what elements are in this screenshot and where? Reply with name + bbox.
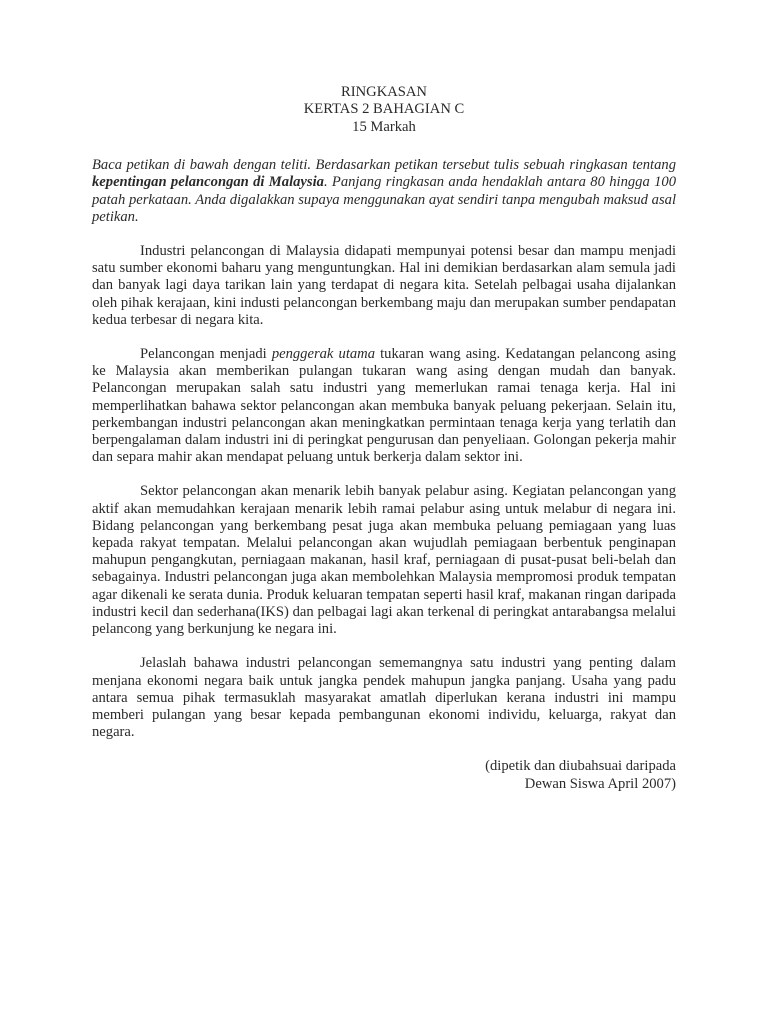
heading-title: RINGKASAN — [341, 84, 427, 100]
passage-paragraph-2 — [92, 346, 676, 466]
instructions-topic: kepentingan pelancongan di Malaysia — [92, 174, 324, 191]
paragraph-2-italic-term: penggerak utama — [271, 346, 376, 363]
document-page — [92, 84, 676, 793]
instructions-text-part1: Baca petikan di bawah dengan teliti. Berdasarkan petikan tersebut tulis sebuah ringkasan tentang — [92, 157, 676, 174]
passage-paragraph-3: Sektor pelancongan akan menarik lebih banyak pelabur asing. Kegiatan pelancongan yang aktif akan memudahkan kerajaan menarik lebih ramai pelabur asing untuk melabur di negara ini. Bidang pelancongan yang berkembang pesat juga akan membuka peluang pemiagaan yang luas kepada rakyat tempatan. Melalui pelancongan akan wujudlah pemiagaan berbentuk penginapan mahupun pengangkutan, perniagaan makanan, hasil kraf, perniagaan di pusat-pusat beli-belah dan sebagainya. Industri pelancongan juga akan membolehkan Malaysia mempromosi produk tempatan agar dikenali ke serata dunia. Produk keluaran tempatan seperti hasil kraf, makanan ringan daripada industri kecil dan sederhana(IKS) dan pelbagai lagi akan terkenal di peringkat antarabangsa melalui pelancong yang berkunjung ke negara ini. — [92, 483, 676, 638]
heading-marks: 15 Markah — [352, 118, 416, 135]
document-heading — [92, 84, 676, 136]
instructions-text-part2: . Panjang ringkasan anda hendaklah antara 80 hingga 100 patah perkataan. Anda digalakkan supaya menggunakan ayat sendiri tanpa mengubah maksud asal petikan. — [92, 174, 677, 225]
source-line-1: (dipetik dan diubahsuai daripada — [485, 758, 676, 775]
passage-paragraph-1: Industri pelancongan di Malaysia didapati mempunyai potensi besar dan mampu menjadi satu sumber ekonomi baharu yang menguntungkan. Hal ini demikian berdasarkan alam semula jadi dan banyak lagi daya tarikan lain yang terdapat di negara kita. Setelah pelbagai usaha dijalankan oleh pihak kerajaan, kini industi pelancongan berkembang maju dan merupakan sumber pendapatan kedua terbesar di negara kita. — [92, 243, 676, 328]
paragraph-2-start: Pelancongan menjadi — [140, 346, 272, 363]
heading-paper: KERTAS 2 BAHAGIAN C — [303, 101, 465, 118]
passage-paragraph-4: Jelaslah bahawa industri pelancongan sememangnya satu industri yang penting dalam menjana ekonomi negara baik untuk jangka pendek mahupun jangka panjang. Usaha yang padu antara semua pihak termasuklah masyarakat amatlah diperlukan kerana industri ini mampu memberi pulangan yang besar kepada pembangunan ekonomi individu, keluarga, rakyat dan negara. — [92, 655, 676, 741]
instructions-paragraph — [92, 157, 676, 226]
source-citation — [92, 758, 676, 792]
paragraph-2-rest: tukaran wang asing. Kedatangan pelancong asing ke Malaysia akan memberikan pulangan tukaran wang asing dengan mudah dan banyak. Pelancongan merupakan salah satu industri yang memerlukan ramai tenaga kerja. Hal ini memperlihatkan bahawa sektor pelancongan akan membuka banyak peluang pekerjaan. Selain itu, perkembangan industri pelancongan akan meningkatkan permintaan tenaga kerja yang terlatih dan berpengalaman dalam industri ini di peringkat pengurusan dan penyeliaan. Golongan pekerja mahir dan separa mahir akan mendapat peluang untuk berkerja dalam sektor ini. — [92, 346, 676, 466]
source-line-2: Dewan Siswa April 2007) — [524, 775, 676, 792]
